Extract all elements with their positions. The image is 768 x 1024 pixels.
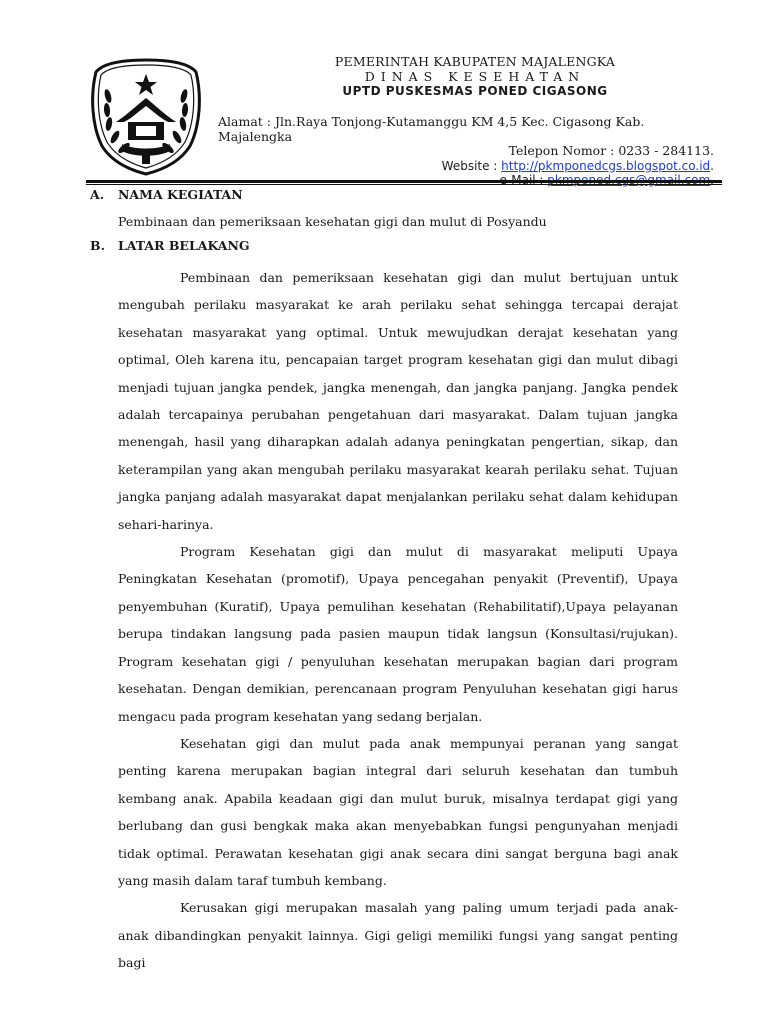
section-b-title: LATAR BELAKANG bbox=[118, 238, 250, 253]
document-body bbox=[90, 186, 678, 977]
website-end: . bbox=[710, 158, 714, 173]
section-a-content: Pembinaan dan pemeriksaan kesehatan gigi dan mulut di Posyandu bbox=[118, 214, 547, 229]
paragraph-3: Kesehatan gigi dan mulut pada anak mempunyai peranan yang sangat penting karena merupakan bagian integral dari seluruh kesehatan dan tumbuh kembang anak. Apabila keadaan gigi dan mulut buruk, misalnya terdapat gigi yang berlubang dan gusi bengkak maka akan menyebabkan fungsi pengunyahan menjadi tidak optimal. Perawatan kesehatan gigi anak secara dini sangat berguna bagi anak yang masih dalam taraf tumbuh kembang. bbox=[118, 735, 678, 888]
address-line: Alamat : Jln.Raya Tonjong-Kutamanggu KM 4,5 Kec. Cigasong Kab. Majalengka bbox=[218, 114, 645, 144]
section-a-heading bbox=[90, 186, 678, 203]
agency-name: DINAS KESEHATAN bbox=[364, 68, 586, 84]
paragraph-4: Kerusakan gigi merupakan masalah yang paling umum terjadi pada anak-anak dibandingkan penyakit lainnya. Gigi geligi memiliki fungsi yang sangat penting bagi bbox=[118, 900, 678, 971]
majalengka-regency-emblem-icon bbox=[88, 56, 204, 176]
paragraph-2: Program Kesehatan gigi dan mulut di masyarakat meliputi Upaya Peningkatan Kesehatan (promotif), Upaya pencegahan penyakit (Preventif), Upaya penyembuhan (Kuratif), Upaya pemulihan kesehatan (Rehabilitatif),Upaya pelayanan berupa tindakan langsung pada pasien maupun tidak langsun (Konsultasi/rujukan). Program kesehatan gigi / penyuluhan kesehatan merupakan bagian dari program kesehatan. Dengan demikian, perencanaan program Penyuluhan kesehatan gigi harus mengacu pada program kesehatan yang sedang berjalan. bbox=[118, 544, 678, 724]
paragraph-1: Pembinaan dan pemeriksaan kesehatan gigi dan mulut bertujuan untuk mengubah perilaku masyarakat ke arah perilaku sehat sehingga tercapai derajat kesehatan masyarakat yang optimal. Untuk mewujudkan derajat kesehatan yang optimal, Oleh karena itu, pencapaian target program kesehatan gigi dan mulut dibagi menjadi tujuan jangka pendek, jangka menengah, dan jangka panjang. Jangka pendek adalah tercapainya perubahan pengetahuan dari masyarakat. Dalam tujuan jangka menengah, hasil yang diharapkan adalah adanya peningkatan pengertian, sikap, dan keterampilan yang akan mengubah perilaku masyarakat kearah perilaku sehat. Tujuan jangka panjang adalah masyarakat dapat menjalankan perilaku sehat dalam kehidupan sehari-harinya. bbox=[118, 270, 678, 532]
header-rule-thin bbox=[86, 184, 722, 185]
phone-line: Telepon Nomor : 0233 - 284113. bbox=[508, 143, 714, 158]
website-link[interactable]: http://pkmponedcgs.blogspot.co.id bbox=[501, 158, 711, 173]
header-rule-thick bbox=[86, 180, 722, 183]
section-b-letter: B. bbox=[90, 238, 105, 253]
website-line bbox=[218, 159, 714, 174]
contact-block bbox=[218, 115, 714, 188]
unit-name: UPTD PUSKESMAS PONED CIGASONG bbox=[342, 84, 608, 98]
section-b-heading bbox=[90, 237, 678, 254]
section-a-letter: A. bbox=[90, 187, 105, 202]
letterhead bbox=[210, 55, 720, 99]
website-label: Website : bbox=[441, 158, 502, 173]
government-name: PEMERINTAH KABUPATEN MAJALENGKA bbox=[334, 54, 616, 69]
section-a-title: NAMA KEGIATAN bbox=[118, 187, 243, 202]
